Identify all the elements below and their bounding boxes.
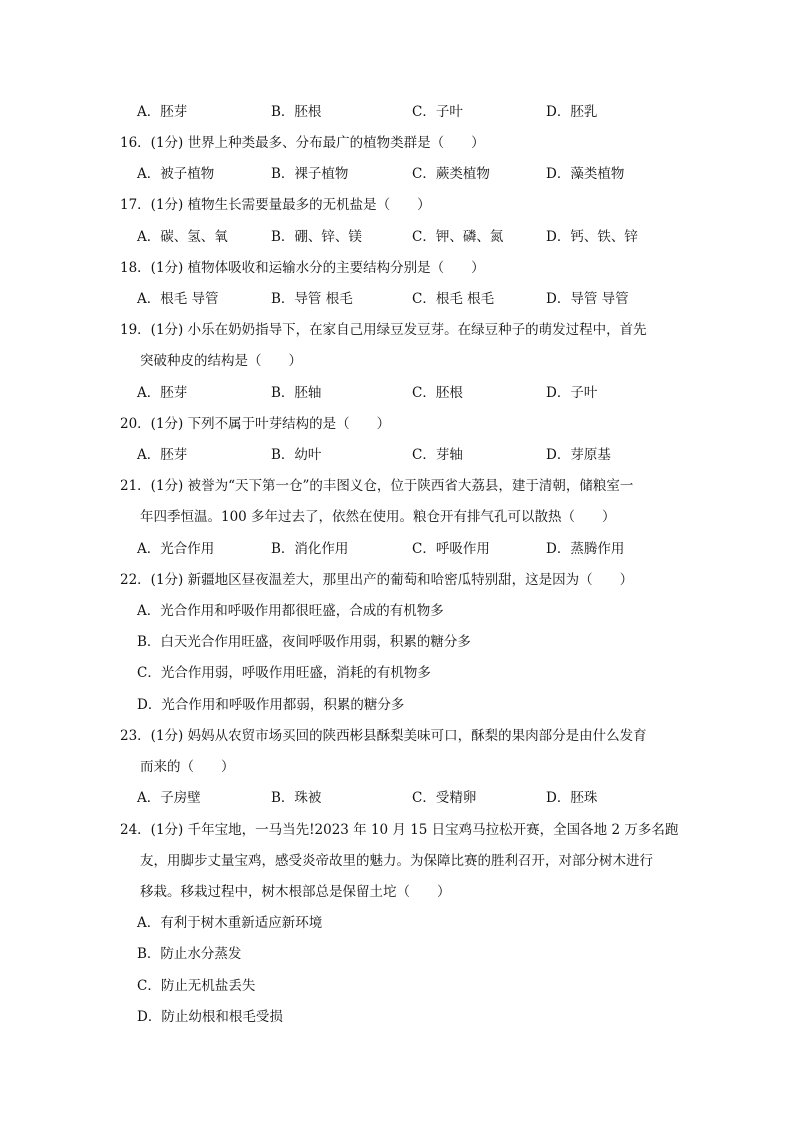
q17-option-b[interactable]: B．硼、锌、镁 xyxy=(271,229,362,245)
q18-option-b[interactable]: B．导管 根毛 xyxy=(271,291,353,307)
q16-stem: 16．(1分) 世界上种类最多、分布最广的植物类群是（ ） xyxy=(120,135,485,151)
q24-stem-line3: 移栽。移栽过程中，树木根部总是保留土坨（ ） xyxy=(140,884,451,900)
q17-option-a[interactable]: A．碳、氢、氧 xyxy=(137,229,228,245)
q19-options xyxy=(137,383,737,403)
q20-option-a[interactable]: A．胚芽 xyxy=(137,447,188,463)
q23-option-a[interactable]: A．子房壁 xyxy=(137,790,201,806)
q24-option-a[interactable]: A．有利于树木重新适应新环境 xyxy=(137,915,323,931)
q20-option-c[interactable]: C．芽轴 xyxy=(412,447,463,463)
q18-option-d[interactable]: D．导管 导管 xyxy=(546,291,629,307)
q22-option-a[interactable]: A．光合作用和呼吸作用都很旺盛，合成的有机物多 xyxy=(137,603,444,619)
q24-option-d[interactable]: D．防止幼根和根毛受损 xyxy=(137,1009,283,1025)
q21-option-b[interactable]: B．消化作用 xyxy=(271,541,349,557)
q15-option-a[interactable]: A．胚芽 xyxy=(137,104,188,120)
q15-option-c[interactable]: C．子叶 xyxy=(412,104,463,120)
q24-stem-line2: 友，用脚步丈量宝鸡，感受炎帝故里的魅力。为保障比赛的胜利召开，对部分树木进行 xyxy=(140,853,653,869)
q23-stem-line2: 而来的（ ） xyxy=(140,759,235,775)
q18-stem: 18．(1分) 植物体吸收和运输水分的主要结构分别是（ ） xyxy=(120,260,485,276)
q21-stem-line1: 21．(1分) 被誉为“天下第一仓”的丰图义仓，位于陕西省大荔县，建于清朝，储粮室一 xyxy=(120,478,634,494)
q19-stem-line2: 突破种皮的结构是（ ） xyxy=(140,353,302,369)
q16-option-c[interactable]: C．蕨类植物 xyxy=(412,166,490,182)
q23-stem-line1: 23．(1分) 妈妈从农贸市场买回的陕西彬县酥梨美味可口，酥梨的果肉部分是由什么发育 xyxy=(120,728,647,744)
q21-option-c[interactable]: C．呼吸作用 xyxy=(412,541,490,557)
q20-stem: 20．(1分) 下列不属于叶芽结构的是（ ） xyxy=(120,416,391,432)
q21-options xyxy=(137,539,737,559)
q16-option-d[interactable]: D．藻类植物 xyxy=(546,166,625,182)
q22-option-d[interactable]: D．光合作用和呼吸作用都弱，积累的糖分多 xyxy=(137,697,405,713)
q17-options xyxy=(137,227,737,247)
q16-option-a[interactable]: A．被子植物 xyxy=(137,166,215,182)
q15-option-b[interactable]: B．胚根 xyxy=(271,104,322,120)
q21-option-d[interactable]: D．蒸腾作用 xyxy=(546,541,625,557)
q20-option-b[interactable]: B．幼叶 xyxy=(271,447,322,463)
q24-option-c[interactable]: C．防止无机盐丢失 xyxy=(137,978,256,994)
q23-options xyxy=(137,788,737,808)
q22-option-c[interactable]: C．光合作用弱，呼吸作用旺盛，消耗的有机物多 xyxy=(137,665,431,681)
q19-option-a[interactable]: A．胚芽 xyxy=(137,385,188,401)
q21-stem-line2: 年四季恒温。100 多年过去了，依然在使用。粮仓开有排气孔可以散热（ ） xyxy=(140,509,616,525)
q23-option-b[interactable]: B．珠被 xyxy=(271,790,322,806)
q19-option-c[interactable]: C．胚根 xyxy=(412,385,463,401)
q18-option-a[interactable]: A．根毛 导管 xyxy=(137,291,219,307)
q18-option-c[interactable]: C．根毛 根毛 xyxy=(412,291,495,307)
q17-option-d[interactable]: D．钙、铁、锌 xyxy=(546,229,638,245)
q17-option-c[interactable]: C．钾、磷、氮 xyxy=(412,229,504,245)
q22-option-b[interactable]: B．白天光合作用旺盛，夜间呼吸作用弱，积累的糖分多 xyxy=(137,634,471,650)
q22-stem: 22．(1分) 新疆地区昼夜温差大，那里出产的葡萄和哈密瓜特别甜，这是因为（ ） xyxy=(120,572,634,588)
q24-option-b[interactable]: B．防止水分蒸发 xyxy=(137,946,242,962)
q23-option-d[interactable]: D．胚珠 xyxy=(546,790,598,806)
q19-option-b[interactable]: B．胚轴 xyxy=(271,385,322,401)
q20-option-d[interactable]: D．芽原基 xyxy=(546,447,611,463)
q17-stem: 17．(1分) 植物生长需要量最多的无机盐是（ ） xyxy=(120,197,431,213)
q23-option-c[interactable]: C．受精卵 xyxy=(412,790,477,806)
q20-options xyxy=(137,445,737,465)
q19-option-d[interactable]: D．子叶 xyxy=(546,385,598,401)
q24-stem-line1: 24．(1分) 千年宝地，一马当先!2023 年 10 月 15 日宝鸡马拉松开赛，全国各地 2 万多名跑 xyxy=(120,822,679,838)
q19-stem-line1: 19．(1分) 小乐在奶奶指导下，在家自己用绿豆发豆芽。在绿豆种子的萌发过程中，首先 xyxy=(120,322,647,338)
q16-option-b[interactable]: B．裸子植物 xyxy=(271,166,349,182)
q21-option-a[interactable]: A．光合作用 xyxy=(137,541,215,557)
q15-options xyxy=(137,102,737,122)
q18-options xyxy=(137,289,737,309)
q15-option-d[interactable]: D．胚乳 xyxy=(546,104,598,120)
q16-options xyxy=(137,164,737,184)
